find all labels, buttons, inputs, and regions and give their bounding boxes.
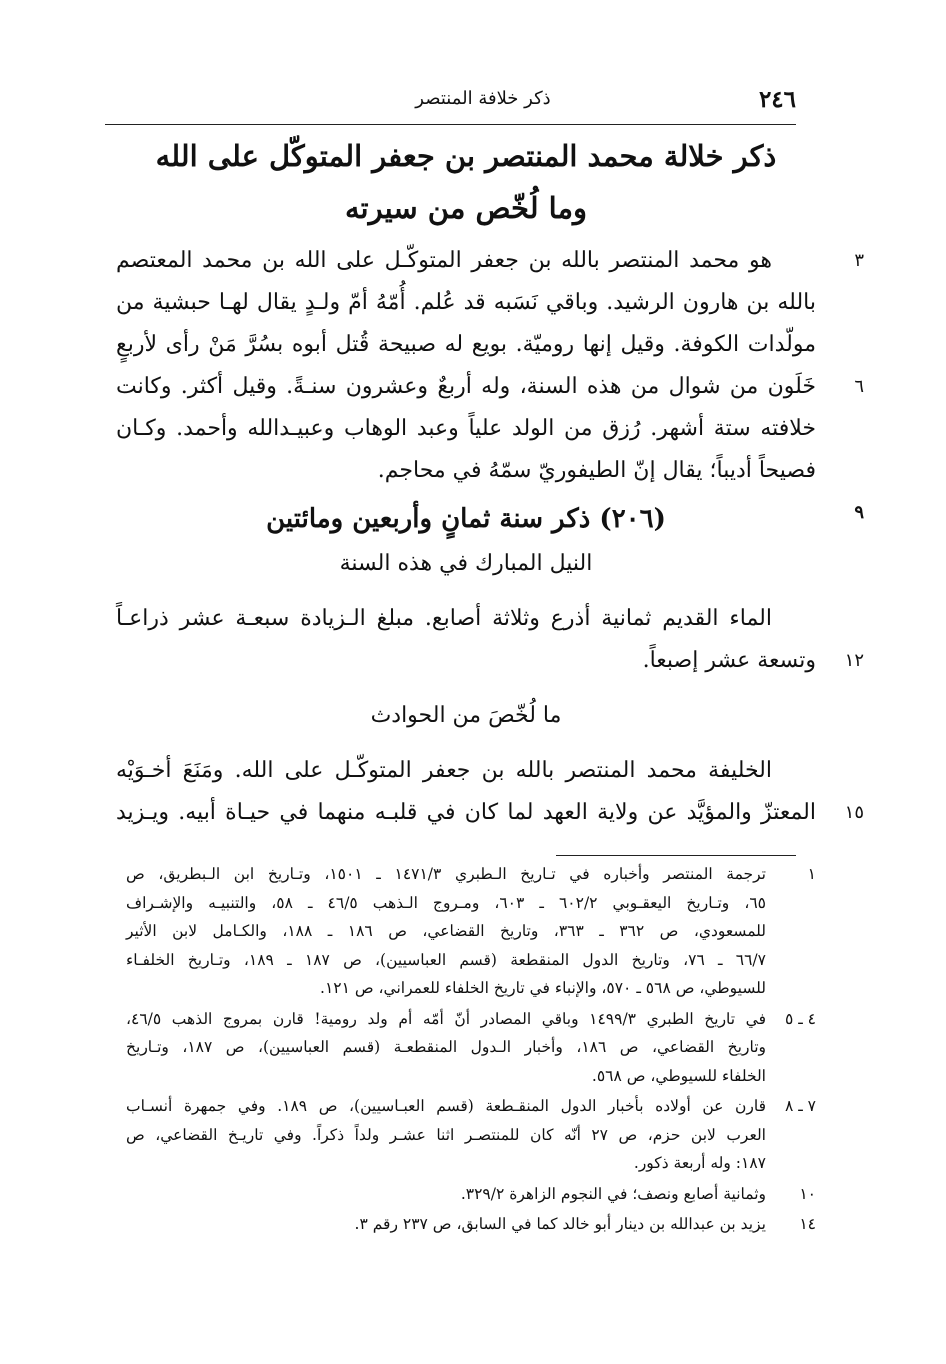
footnote-line: في تاريخ الطبري ١٤٩٩/٣ وباقي المصادر أنّ أمّه أم ولد رومية! قارن بمروج الذهب ٤٦/٥، — [126, 1009, 766, 1028]
footnote-line: ٦٥، وتـاريخ اليعقـوبي ٦٠٢/٢ ـ ٦٠٣، ومـروج الـذهب ٤٦/٥ ـ ٥٨، والتنبيـه والإشـراف — [126, 893, 766, 912]
footnote-line: للمسعودي، ص ٣٦٢ ـ ٣٦٣، وتاريخ القضاعي، ص ١٨٦ ـ ١٨٨، والكـامل لابن الأثير — [126, 922, 767, 940]
events-heading: ما لُخّصَ من الحوادث — [370, 703, 562, 728]
footnote-line: ترجمة المنتصر وأخباره في تـاريخ الـطبري ١٤٧١/٣ ـ ١٥٠١، وتـاريخ ابن الـبطريق، ص — [126, 865, 766, 883]
main-text — [116, 130, 864, 834]
footnote-line: وتاريخ القضاعي، ص ١٨٦، وأخبار الـدول المنقطعـة (قسم العباسيين)، ص ١٨٧، وتـاريخ — [126, 1038, 766, 1056]
footnote-line: وثمانية أصابع ونصف؛ في النجوم الزاهرة ٣٢٩/٢. — [460, 1184, 766, 1203]
page-number: ٢٤٦ — [758, 86, 796, 113]
footnote — [126, 1210, 816, 1239]
footnote-line: الخلفاء للسيوطي، ص ٥٦٨. — [591, 1066, 766, 1085]
text-line: هو محمد المنتصر بالله بن جعفر المتوكّـل على الله بن محمد المعتصم — [116, 248, 772, 273]
text-line: وتسعة عشر إصبعاً. — [642, 648, 816, 673]
line-number: ٣ — [854, 250, 864, 271]
header-rule — [105, 124, 796, 125]
footnote — [126, 1180, 816, 1209]
running-head: ذكر خلافة المنتصر — [415, 88, 551, 109]
chapter-subtitle: وما لُخّص من سيرته — [344, 191, 588, 225]
footnote-number: ١٠ — [799, 1184, 816, 1203]
text-line: الماء القديم ثمانية أذرع وثلاثة أصابع. مبلغ الـزيادة سبعـة عشر ذراعـاً — [116, 606, 772, 631]
nile-paragraph — [116, 598, 864, 682]
biography-paragraph — [116, 240, 864, 492]
footnote-line: ١٨٧: وله أربعة ذكور. — [633, 1154, 766, 1172]
year-section-heading — [116, 496, 864, 542]
footnotes — [126, 860, 816, 1241]
text-line: بالله بن هارون الرشيد. وباقي نَسَبه قد عُلم. أُمّهُ أمّ ولـدٍ يقال لهـا حبشية من — [116, 290, 816, 315]
year-heading-text: (٢٠٦) ذكر سنة ثمانٍ وأربعين ومائتين — [266, 504, 666, 534]
text-line: المعتزّ والمؤيَّد عن ولاية العهد لما كان في قلبـه منهما في حيـاة أبيه. ويـزيد — [116, 800, 816, 825]
footnote — [126, 1092, 816, 1178]
text-line: خَلَون من شوال من هذه السنة، وله أربعٌ وعشرون سنـةً. وقيل أكثر. وكانت — [116, 374, 816, 399]
footnote-number: ١ — [807, 865, 816, 883]
footnote-rule — [556, 855, 796, 856]
footnote-number: ١٤ — [799, 1215, 816, 1233]
footnote-line: ٦٦/٧ ـ ٧٦، وتاريخ الدول المنقطعة (قسم العباسيين)، ص ١٨٧ ـ ١٨٩، وتـاريخ الخلفـاء — [126, 950, 766, 969]
line-number: ١٥ — [844, 802, 864, 823]
footnote — [126, 860, 816, 1003]
footnote-number: ٤ ـ ٥ — [784, 1009, 816, 1028]
line-number: ٦ — [854, 376, 864, 397]
text-line: الخليفة محمد المنتصر بالله بن جعفر المتوكّـل على الله. ومَنَعَ أخـوَيْه — [116, 758, 772, 783]
text-line: فصيحاً أديباً؛ يقال إنّ الطيفوريّ سمّهُ في محاجم. — [377, 458, 816, 483]
footnote-number: ٧ ـ ٨ — [784, 1097, 816, 1115]
footnote-line: العرب لابن حزم، ص ٢٧ أنّه كان للمنتصـر اثنا عشـر ولداً ذكراً. وفي تاريـخ القضاعي، ص — [126, 1125, 766, 1144]
events-paragraph — [116, 750, 864, 834]
text-line: مولّدات الكوفة. وقيل إنها روميّة. بويع له صبيحة قُتل أبوه بسُرَّ مَنْ رأى لأربعٍ — [116, 332, 816, 357]
footnote — [126, 1005, 816, 1091]
page-header — [170, 86, 796, 120]
text-line: خلافته ستة أشهر. رُزق من الولد علياً وعبد الوهاب وعبيـدالله وأحمد. وكـان — [116, 416, 816, 441]
footnote-line: يزيد بن عبدالله بن دينار أبو خالد كما في السابق، ص ٢٣٧ رقم ٣. — [354, 1215, 766, 1233]
line-number: ٩ — [854, 502, 864, 523]
line-number: ١٢ — [844, 650, 864, 671]
footnote-line: قارن عن أولاده بأخبار الدول المنقـطعة (قسم العبـاسيين)، ص ١٨٩. وفي جمهرة أنسـاب — [126, 1097, 767, 1115]
chapter-title: ذكر خلالة محمد المنتصر بن جعفر المتوكّل على الله — [155, 139, 777, 173]
footnote-line: للسيوطي، ص ٥٦٨ ـ ٥٧٠، والإنباء في تاريخ الخلفاء للعمراني، ص ١٢١. — [320, 979, 766, 997]
nile-heading: النيل المبارك في هذه السنة — [339, 551, 593, 576]
